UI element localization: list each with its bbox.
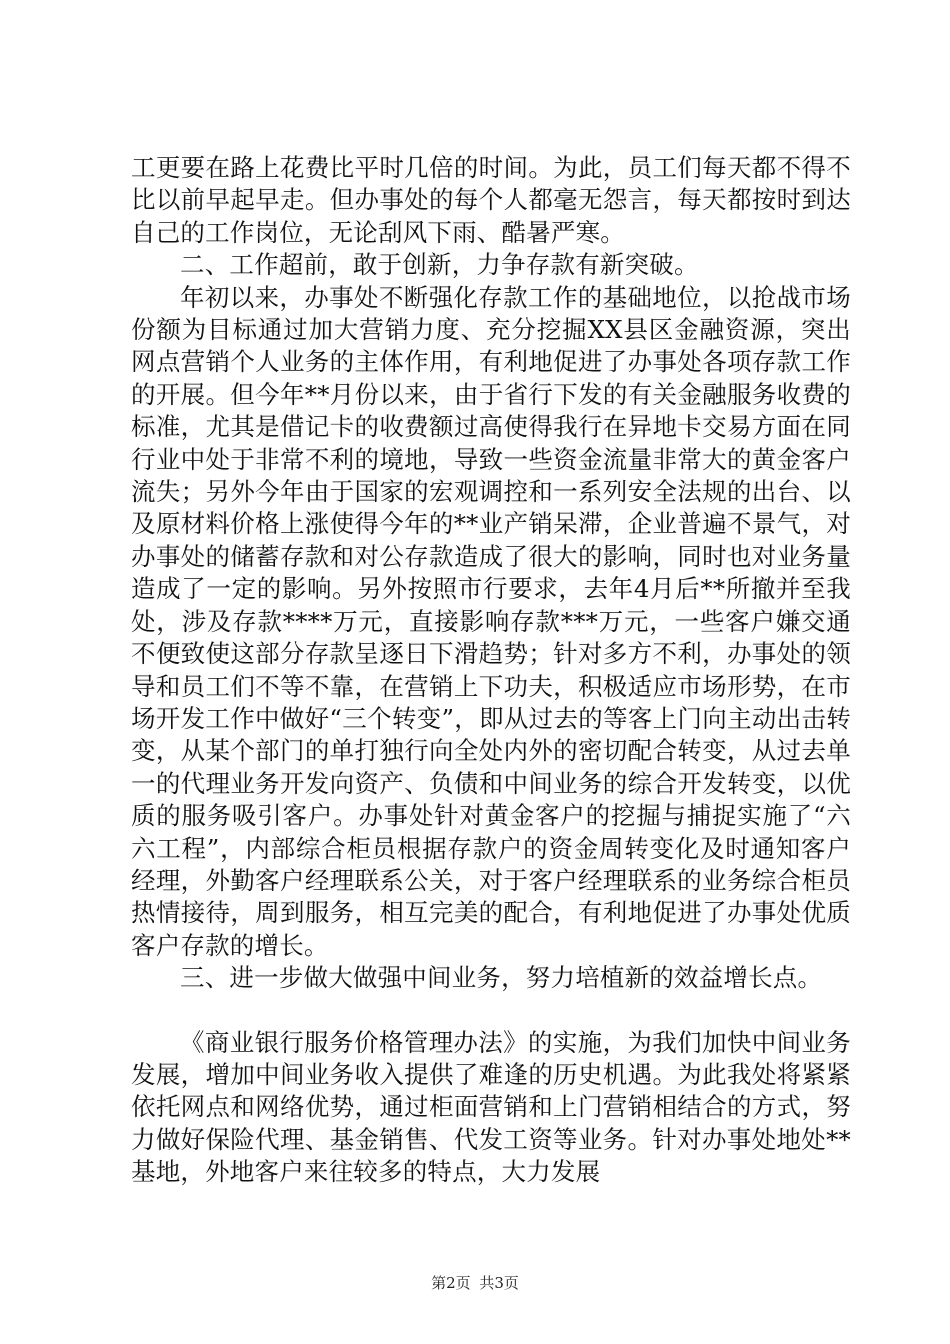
section-heading-2: 二、工作超前，敢于创新，力争存款有新突破。 <box>180 250 699 280</box>
page-total: 共3页 <box>479 1274 519 1292</box>
section-heading-3: 三、进一步做大做强中间业务，努力培植新的效益增长点。 <box>180 963 823 993</box>
page-footer <box>0 1272 950 1293</box>
document-body <box>131 152 851 1189</box>
paragraph-intermediate-business: 《商业银行服务价格管理办法》的实施，为我们加快中间业务发展，增加中间业务收入提供了难逢的历史机遇。为此我处将紧紧依托网点和网络优势，通过柜面营销和上门营销相结合的方式，努力做好保险代理、基金销售、代发工资等业务。针对办事处地处**基地，外地客户来往较多的特点，大力发展 <box>131 1027 851 1187</box>
paragraph-deposits: 年初以来，办事处不断强化存款工作的基础地位，以抢战市场份额为目标通过加大营销力度、充分挖掘XX县区金融资源，突出网点营销个人业务的主体作用，有利地促进了办事处各项存款工作的开展。但今年**月份以来，由于省行下发的有关金融服务收费的标准，尤其是借记卡的收费额过高使得我行在异地卡交易方面在同行业中处于非常不利的境地，导致一些资金流量非常大的黄金客户流失；另外今年由于国家的宏观调控和一系列安全法规的出台、以及原材料价格上涨使得今年的**业产销呆滞，企业普遍不景气，对办事处的储蓄存款和对公存款造成了很大的影响，同时也对业务量造成了一定的影响。另外按照市行要求，去年4月后**所撤并至我处，涉及存款****万元，直接影响存款***万元，一些客户嫌交通不便致使这部分存款呈逐日下滑趋势；针对多方不利，办事处的领导和员工们不等不靠，在营销上下功夫，积极适应市场形势，在市场开发工作中做好“三个转变”，即从过去的等客上门向主动出击转变，从某个部门的单打独行向全处内外的密切配合转变，从过去单一的代理业务开发向资产、负债和中间业务的综合开发转变，以优质的服务吸引客户。办事处针对黄金客户的挖掘与捕捉实施了“六六工程”，内部综合柜员根据存款户的资金周转变化及时通知客户经理，外勤客户经理联系公关，对于客户经理联系的业务综合柜员热情接待，周到服务，相互完美的配合，有利地促进了办事处优质客户存款的增长。 <box>131 282 851 960</box>
paragraph-gap <box>131 995 851 1027</box>
page-number: 第2页 <box>431 1274 471 1292</box>
paragraph-continuation: 工更要在路上花费比平时几倍的时间。为此，员工们每天都不得不比以前早起早走。但办事处的每个人都毫无怨言，每天都按时到达自己的工作岗位，无论刮风下雨、酷暑严寒。 <box>131 153 851 247</box>
